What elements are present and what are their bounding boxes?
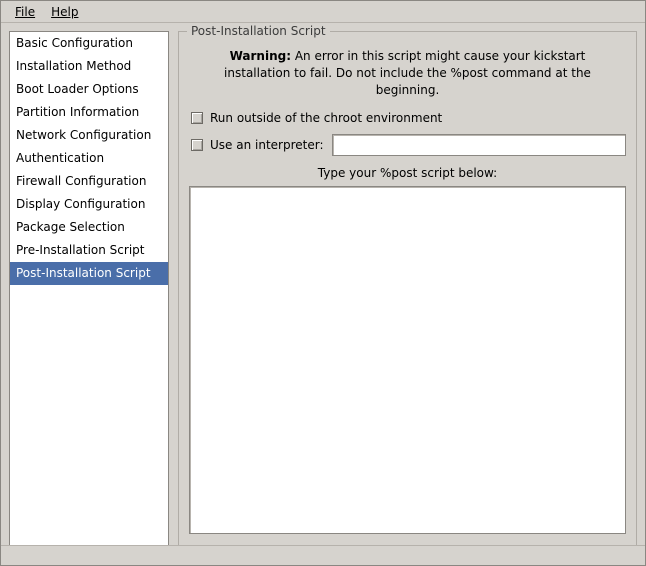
sidebar-item-boot-loader-options[interactable]: Boot Loader Options bbox=[16, 82, 139, 96]
menu-help-label: Help bbox=[51, 4, 79, 19]
post-script-textarea[interactable] bbox=[189, 186, 626, 534]
chroot-checkbox-label: Run outside of the chroot environment bbox=[210, 111, 443, 125]
navigation-sidebar[interactable] bbox=[9, 31, 169, 558]
interpreter-checkbox[interactable] bbox=[191, 139, 203, 151]
menu-help[interactable] bbox=[43, 3, 86, 21]
status-bar bbox=[1, 545, 645, 565]
sidebar-item-partition-information[interactable]: Partition Information bbox=[16, 105, 140, 119]
script-instruction-label: Type your %post script below: bbox=[317, 166, 498, 180]
sidebar-item-authentication[interactable]: Authentication bbox=[16, 151, 105, 165]
menu-file-label: File bbox=[15, 4, 36, 19]
warning-text bbox=[203, 48, 612, 99]
warning-body: An error in this script might cause your kickstart installation to fail. Do not include the %post command at the beginning. bbox=[224, 49, 591, 97]
interpreter-input[interactable] bbox=[332, 134, 627, 156]
interpreter-checkbox-label: Use an interpreter: bbox=[210, 138, 324, 152]
group-title: Post-Installation Script bbox=[187, 24, 330, 38]
sidebar-item-display-configuration[interactable]: Display Configuration bbox=[16, 197, 146, 211]
sidebar-item-package-selection[interactable]: Package Selection bbox=[16, 220, 125, 234]
sidebar-item-network-configuration[interactable]: Network Configuration bbox=[16, 128, 152, 142]
sidebar-item-post-installation-script[interactable]: Post-Installation Script bbox=[10, 262, 168, 285]
sidebar-item-installation-method[interactable]: Installation Method bbox=[16, 59, 132, 73]
sidebar-item-basic-configuration[interactable]: Basic Configuration bbox=[16, 36, 133, 50]
warning-prefix: Warning: bbox=[229, 49, 292, 63]
menu-file[interactable] bbox=[7, 3, 43, 21]
interpreter-row[interactable] bbox=[191, 134, 626, 156]
sidebar-item-pre-installation-script[interactable]: Pre-Installation Script bbox=[16, 243, 145, 257]
chroot-checkbox-row[interactable] bbox=[191, 111, 626, 125]
main-content bbox=[1, 23, 645, 566]
chroot-checkbox[interactable] bbox=[191, 112, 203, 124]
sidebar-item-firewall-configuration[interactable]: Firewall Configuration bbox=[16, 174, 147, 188]
menu-bar bbox=[1, 1, 645, 23]
post-installation-panel bbox=[178, 24, 637, 558]
post-install-group bbox=[178, 24, 637, 558]
